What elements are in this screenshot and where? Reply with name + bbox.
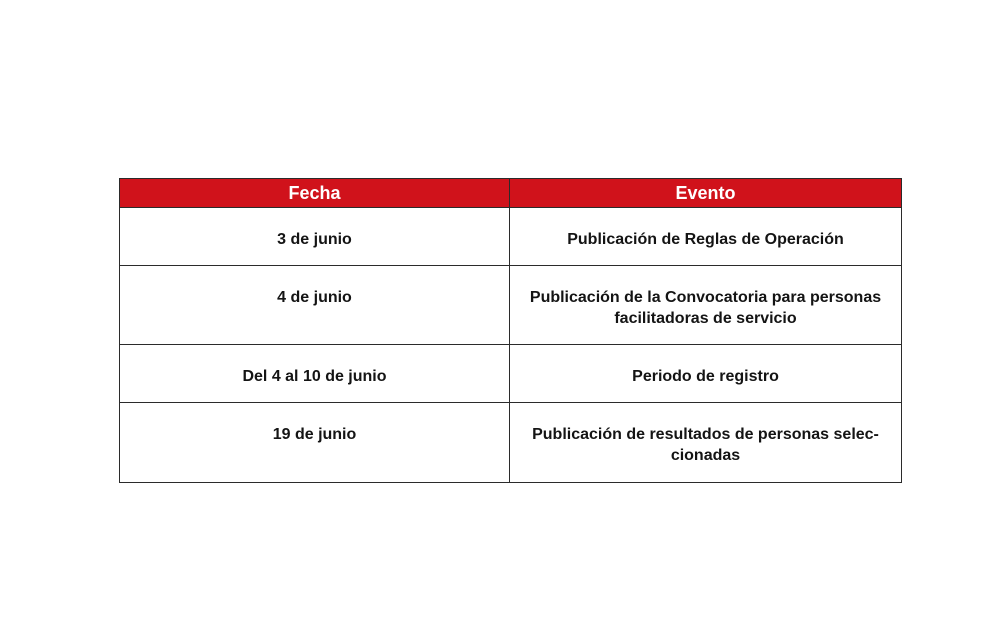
table-header — [120, 179, 902, 208]
event-cell: Periodo de registro — [510, 345, 902, 403]
event-cell: Publicación de Reglas de Operación — [510, 208, 902, 266]
date-cell: 3 de junio — [120, 208, 510, 266]
table-body — [120, 208, 902, 483]
table-row — [120, 345, 902, 403]
event-cell: Publicación de resultados de personas selec-cionadas — [510, 403, 902, 483]
table-row — [120, 266, 902, 345]
table-row — [120, 208, 902, 266]
date-cell: Del 4 al 10 de junio — [120, 345, 510, 403]
date-cell: 4 de junio — [120, 266, 510, 345]
header-event: Evento — [510, 179, 902, 208]
date-cell: 19 de junio — [120, 403, 510, 483]
event-cell: Publicación de la Convocatoria para personas facilitadoras de servicio — [510, 266, 902, 345]
header-date: Fecha — [120, 179, 510, 208]
header-row — [120, 179, 902, 208]
schedule-table — [119, 178, 902, 483]
table-row — [120, 403, 902, 483]
